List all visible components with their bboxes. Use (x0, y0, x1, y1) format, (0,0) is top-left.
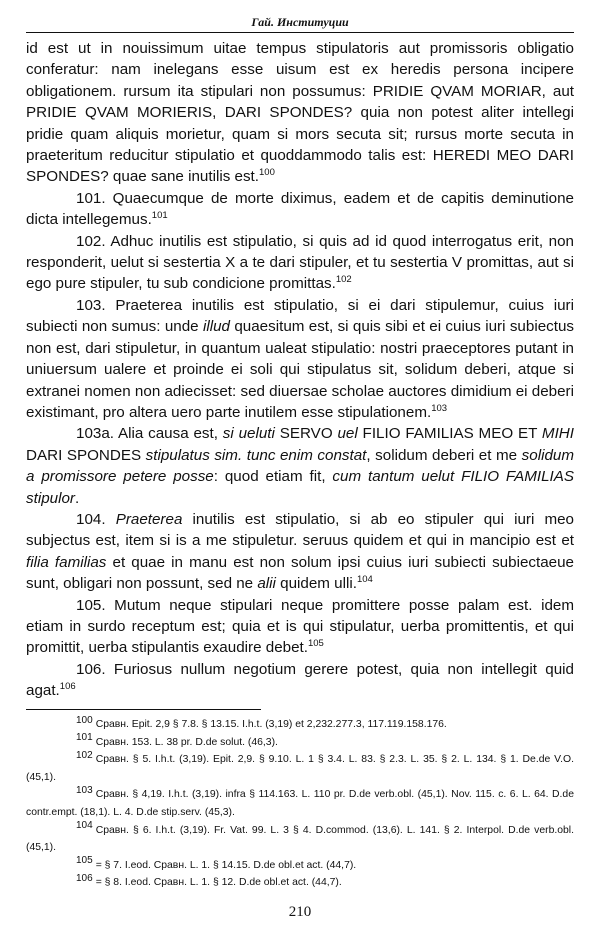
footnote-number: 101 (76, 732, 93, 744)
paragraph-104 (26, 509, 574, 595)
footnote-text: Сравн. Epit. 2,9 § 7.8. § 13.15. I.h.t. (3,19) et 2,232.277.3, 117.119.158.176. (95, 719, 447, 730)
footnote-102 (26, 751, 574, 786)
italic-text: cum tantum uelut FILIO FAMILIAS stipulor (26, 468, 574, 507)
text-run: 103. Praeterea inutilis est stipulatio, si ei dari stipulemur, cuius iuri subiecti non sumus: unde (26, 296, 574, 336)
footnote-number: 106 (76, 872, 93, 884)
footnote-reference[interactable]: 101 (151, 210, 168, 222)
text-run: 105. Mutum neque stipulari neque promittere posse palam est. idem etiam in surdo receptum est; quia et is qui stipulatur, uerba promittentis, et qui promittit, uerba stipulantis exaudire debet. (26, 596, 574, 657)
text-run: quidem ulli. (275, 575, 357, 593)
paragraph-101 (26, 188, 574, 231)
footnote-reference[interactable]: 102 (335, 274, 352, 286)
paragraph-103 (26, 295, 574, 423)
text-run: 103a. Alia causa est, (76, 425, 223, 443)
paragraph-105 (26, 595, 574, 659)
text-run: 102. Adhuc inutilis est stipulatio, si quis ad id quod interrogatus erit, non responderit, uelut si sestertia X a te dari stipuler, et tu sestertia V promittas, aut si ego pure stipuler, tu sub condicione promittas. (26, 232, 574, 293)
book-page (26, 0, 574, 950)
paragraph-102 (26, 231, 574, 295)
footnote-reference[interactable]: 105 (307, 638, 324, 650)
footnote-105 (26, 857, 574, 875)
text-run: FILIO FAMILIAS MEO ET (357, 425, 542, 443)
footnote-100 (26, 716, 574, 734)
footnote-reference[interactable]: 106 (59, 681, 76, 693)
footnotes (26, 716, 574, 892)
italic-text: alii (257, 575, 276, 593)
footnote-text: = § 8. I.eod. Сравн. L. 1. § 12. D.de obl.et act. (44,7). (95, 877, 342, 889)
italic-text: filia familias (26, 553, 107, 571)
italic-text: Praeterea (115, 510, 183, 528)
footnote-106 (26, 874, 574, 892)
footnote-number: 104 (76, 820, 93, 832)
text-run: SERVO (274, 425, 338, 443)
footnote-text: Сравн. 153. L. 38 pr. D.de solut. (46,3). (95, 736, 278, 748)
footnote-divider (26, 709, 261, 710)
italic-text: stipulatus sim. tunc enim constat (145, 446, 367, 464)
footnote-103 (26, 786, 574, 821)
text-run: : quod etiam fit, (213, 468, 333, 486)
text-run: 106. Furiosus nullum negotium gerere potest, quia non intellegit quid agat. (26, 660, 574, 700)
italic-text: uel (337, 425, 358, 443)
footnote-number: 102 (76, 749, 93, 761)
italic-text: illud (202, 318, 230, 336)
text-run: inutilis est stipulatio, si ab eo stipuler qui iuri meo subjectus est, item si is a me stipuletur. seruus quidem et qui in mancipio est et (26, 510, 574, 550)
paragraph-1 (26, 38, 574, 188)
text-run: et quae in manu est non solum ipsi cuius iuri subiecti subiectaeue sunt, obligari non possunt, sed ne (26, 553, 574, 593)
paragraph-106 (26, 659, 574, 702)
footnote-text: Сравн. § 6. I.h.t. (3,19). Fr. Vat. 99. L. 3 § 4. D.commod. (13,6). L. 141. § 2. Interpol. D.de verb.obl. (45,1). (26, 824, 574, 854)
italic-text: si ueluti (222, 425, 275, 443)
text-run: DARI SPONDES (26, 446, 146, 464)
footnote-text: Сравн. § 4,19. I.h.t. (3,19). infra § 114.163. L. 110 pr. D.de verb.obl. (45,1). Nov. 115. c. 6. L. 64. D.de contr.empt. (18,1). L. 4. D.de stip.serv. (45,3). (26, 789, 574, 818)
footnote-number: 103 (76, 784, 93, 796)
footnote-reference[interactable]: 104 (356, 574, 373, 586)
footnote-number: 105 (76, 855, 93, 867)
italic-text: solidum a promissore petere posse (26, 446, 574, 486)
main-text (26, 38, 574, 702)
footnote-reference[interactable]: 103 (431, 402, 448, 414)
footnote-number: 100 (76, 714, 93, 726)
page-number: 210 (288, 904, 312, 920)
text-run: 104. (76, 510, 116, 528)
text-run: id est ut in nouissimum uitae tempus stipulatoris aut promissoris obligatio conferatur: nam inelegans esse uisum est ex heredis persona incipere obligationem. rursum ita stipulari non possumus: PRIDIE QVAM MORIAR, aut PRIDIE QVAM MORIERIS, DARI SPONDES? quia non potest aliter intellegi pridie quam aliquis morietur, quam si mors secuta sit; rursus morte secuta in praeteritum reducitur stipulatio et quoddammodo talis est: HEREDI MEO DARI SPONDES? quae sane inutilis est. (26, 40, 574, 186)
footnote-101 (26, 734, 574, 752)
footnote-reference[interactable]: 100 (259, 167, 275, 179)
footnote-text: Сравн. § 5. I.h.t. (3,19). Epit. 2,9. § 9.10. L. 1 § 3.4. L. 83. § 2.3. L. 35. § 2. L. 134. § 1. De.de V.O. (45,1). (26, 754, 574, 783)
text-run: . (74, 489, 80, 507)
text-run: quaesitum est, si quis sibi et ei cuius iuri subiectus non est, dari stipuletur, in quantum ualeat stipulatio: nostri praeceptores putant in uniuersum ualere et proinde ei soli qui stipulatus sit, solidum deberi, atque si extranei nomen non adiecisset: sed diuersae scholae auctores dimidium ei deberi existimant, pro altera uero parte inutilem esse stipulationem. (26, 318, 574, 421)
footnote-104 (26, 822, 574, 857)
text-run: 101. Quaecumque de morte diximus, eadem et de capitis deminutione dicta intellegemus. (26, 189, 574, 229)
italic-text: MIHI (541, 425, 574, 443)
text-run: , solidum deberi et me (366, 446, 522, 464)
running-header: Гай. Институции (26, 14, 574, 33)
paragraph-103a (26, 423, 574, 509)
footnote-text: = § 7. I.eod. Сравн. L. 1. § 14.15. D.de obl.et act. (44,7). (95, 859, 357, 871)
